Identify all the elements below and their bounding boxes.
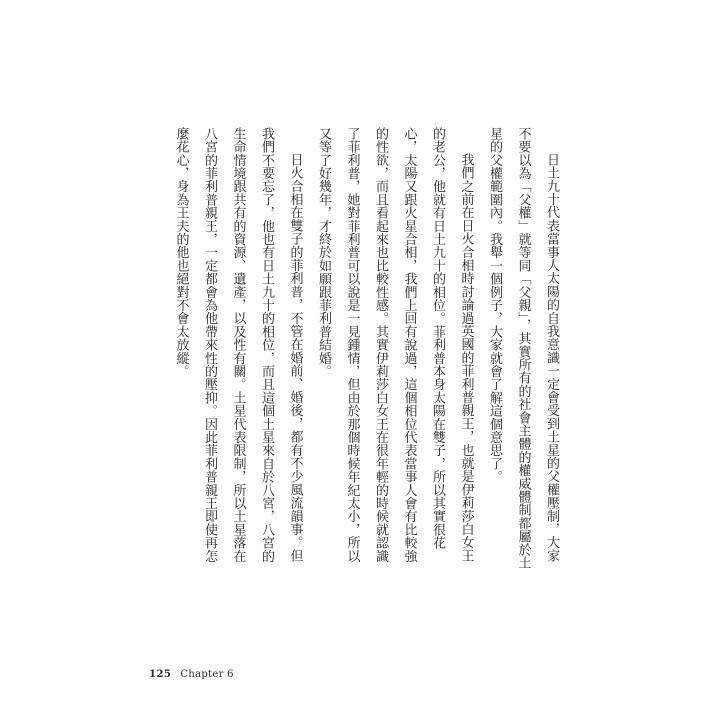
body-paragraph-1: 日土九十代表當事人太陽的自我意識一定會受到土星的父權壓制，大家不要以為「父權」就等同「父親」，其實所有的社會主體的權威體制都屬於土星的父權範圍內。我舉一個例子，大家就會了解這個意思了。 xyxy=(487,127,559,570)
vertical-text-block xyxy=(166,127,565,573)
body-paragraph-2: 我們之前在日火合相時討論過英國的菲利普親王，也就是伊莉莎白女王的老公，他就有日土九十的相位。菲利普本身太陽在雙子，所以其實很花心，太陽又跟火星合相，我們上回有說過，這個相位代表當事人會有比較強的性欲，而且看起來也比較性感。其實伊莉莎白女王在很年輕的時候就認識了菲利普，她對菲利普可以說是一見鍾情，但由於那個時候年紀太小，所以又等了好幾年，才終於如願跟菲利普結婚。 xyxy=(316,127,474,563)
page-footer xyxy=(149,669,234,680)
chapter-label: Chapter 6 xyxy=(180,669,234,680)
body-paragraph-3: 日火合相在雙子的菲利普，不管在婚前、婚後，都有不少風流韻事。但我們不要忘了，他也有日土九十的相位，而且這個土星來自於八宮，八宮的生命情境跟共有的資源、遺產，以及性有關。土星代表限制，所以土星落在八宮的菲利普親王，一定都會為他帶來性的壓抑。因此菲利普親王即使再怎麼花心，身為王夫的他也絕對不會太放縱。 xyxy=(173,127,303,563)
page-number: 125 xyxy=(149,669,172,680)
